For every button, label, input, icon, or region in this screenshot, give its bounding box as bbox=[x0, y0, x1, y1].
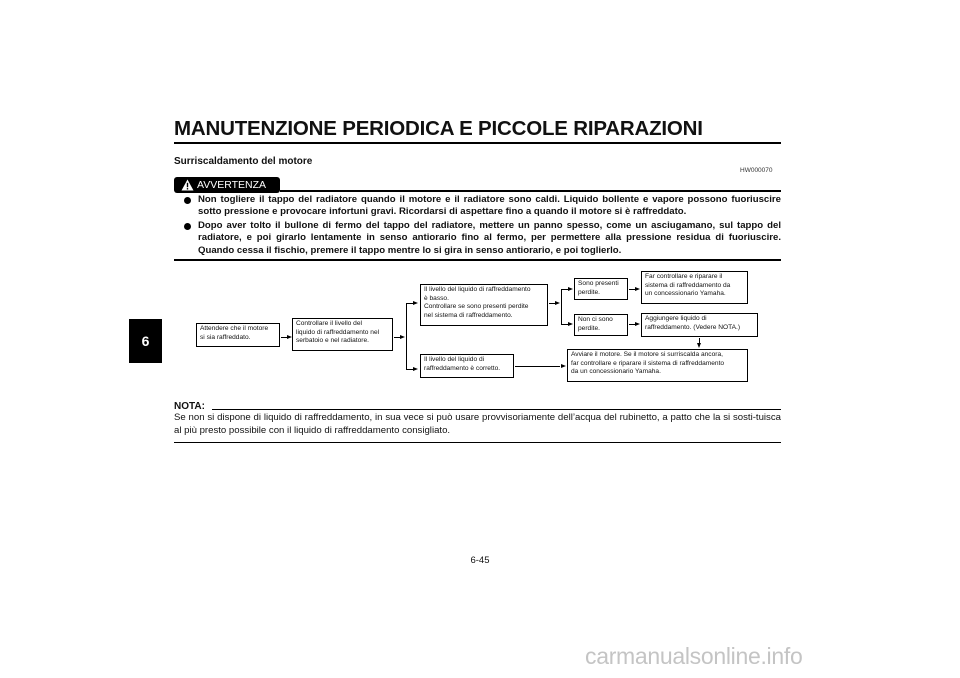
warning-item-text: Non togliere il tappo del radiatore quando il motore e il radiatore sono caldi. Liquido bollente e vapore possono fuoriuscire sotto pressione e provocare infortuni gravi. Ricordarsi di aspettare fino a quando il motore si è raffreddato. bbox=[198, 194, 781, 218]
flow-arrow-icon bbox=[413, 301, 418, 305]
section-code: HW000070 bbox=[740, 167, 773, 174]
warning-label: AVVERTENZA bbox=[197, 179, 267, 191]
flow-arrow-icon bbox=[561, 364, 566, 368]
flow-arrow-icon bbox=[413, 367, 418, 371]
flow-arrow-icon bbox=[568, 287, 573, 291]
flow-box-wait: Attendere che il motore si sia raffreddato. bbox=[196, 323, 280, 347]
note-text: Se non si dispone di liquido di raffreddamento, in sua vece si può usare provvisoriamente dell’acqua del rubinetto, a patto che la si sosti-tuisca al più presto possibile con il liquido di raffreddamento consigliato. bbox=[174, 412, 781, 436]
warning-triangle-icon bbox=[181, 179, 194, 191]
flow-arrow-icon bbox=[400, 335, 405, 339]
flow-arrow-icon bbox=[555, 301, 560, 305]
warning-item bbox=[174, 194, 781, 219]
chapter-tab: 6 bbox=[129, 319, 162, 363]
flow-box-start-engine: Avviare il motore. Se il motore si surriscalda ancora, far controllare e riparare il sistema di raffreddamento da un concessionario Yamaha. bbox=[567, 349, 748, 382]
flow-box-level-ok: Il livello del liquido di raffreddamento è corretto. bbox=[420, 354, 514, 378]
watermark: carmanualsonline.info bbox=[585, 643, 803, 669]
flow-arrow-icon bbox=[697, 343, 701, 348]
flow-arrow-icon bbox=[568, 322, 573, 326]
warning-item bbox=[174, 220, 781, 257]
note-bottom-rule bbox=[174, 442, 781, 443]
note-label: NOTA: bbox=[174, 401, 205, 412]
flow-arrow-icon bbox=[635, 287, 640, 291]
flow-box-dealer-repair: Far controllare e riparare il sistema di raffreddamento da un concessionario Yamaha. bbox=[641, 271, 748, 304]
warning-item-text: Dopo aver tolto il bullone di fermo del tappo del radiatore, mettere un panno spesso, come un asciugamano, sul tappo del radiatore, e poi girarlo lentamente in senso antiorario fino al fermo, per permettere alla pressione residua di fuoriuscire. Quando cessa il fischio, premere il tappo mentre lo si gira in senso antiorario, e poi toglierlo. bbox=[198, 219, 781, 256]
bullet-icon bbox=[184, 223, 191, 230]
warning-bottom-rule bbox=[174, 259, 781, 261]
flow-connector bbox=[406, 303, 407, 370]
flow-connector bbox=[515, 366, 560, 367]
note-top-rule bbox=[212, 409, 781, 410]
page-title: MANUTENZIONE PERIODICA E PICCOLE RIPARAZIONI bbox=[174, 117, 703, 140]
warning-badge bbox=[174, 177, 280, 193]
page-number: 6-45 bbox=[470, 555, 490, 566]
warning-body bbox=[174, 194, 781, 258]
warning-top-rule bbox=[280, 190, 781, 192]
flow-box-leaks-yes: Sono presenti perdite. bbox=[574, 278, 628, 300]
flow-box-level-low: Il livello del liquido di raffreddamento è basso. Controllare se sono presenti perdite nel sistema di raffreddamento. bbox=[420, 284, 548, 326]
flow-box-add-coolant: Aggiungere liquido di raffreddamento. (Vedere NOTA.) bbox=[641, 313, 758, 337]
bullet-icon bbox=[184, 197, 191, 204]
flow-box-check-level: Controllare il livello del liquido di raffreddamento nel serbatoio e nel radiatore. bbox=[292, 318, 393, 351]
flow-arrow-icon bbox=[635, 322, 640, 326]
flow-box-leaks-no: Non ci sono perdite. bbox=[574, 314, 628, 336]
flow-connector bbox=[561, 289, 562, 325]
section-heading: Surriscaldamento del motore bbox=[174, 156, 313, 167]
title-rule bbox=[174, 142, 781, 144]
